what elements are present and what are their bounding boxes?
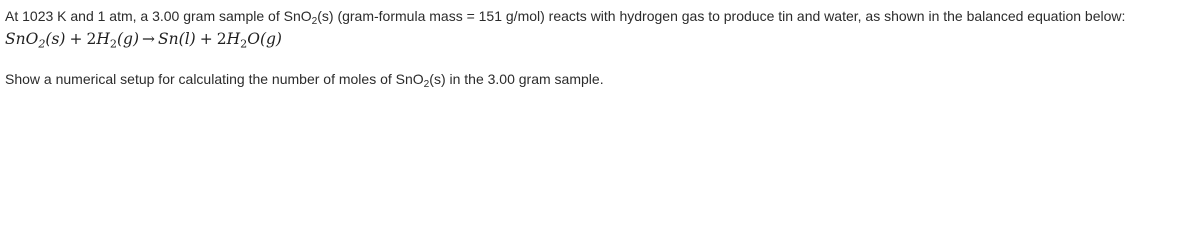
plus-sign-1: +: [69, 30, 83, 48]
question-prompt: [5, 71, 604, 91]
intro-text-after-formula: (s) (gram-formula mass = 151 g/mol) reacts with hydrogen gas to produce tin and water, as shown in the balanced equation below:: [317, 8, 1126, 24]
reactant1-subscript: 2: [38, 37, 46, 51]
product-water: [216, 30, 282, 51]
intro-text-before-formula: At 1023 K and 1 atm, a 3.00 gram sample of SnO: [5, 8, 312, 24]
reactant2-subscript: 2: [109, 37, 117, 51]
prompt-text-before-formula: Show a numerical setup for calculating the number of moles of SnO: [5, 71, 424, 87]
product1-symbol: Sn: [158, 30, 179, 48]
prompt-text-after-formula: (s) in the 3.00 gram sample.: [429, 71, 604, 87]
intro-formula-subscript: 2: [311, 16, 318, 28]
intro-sentence: [5, 8, 1126, 28]
product-tin: [158, 30, 196, 48]
reactant2-symbol: H: [96, 30, 110, 48]
reactant1-symbol: SnO: [5, 30, 39, 48]
reactant1-state: (s): [45, 30, 66, 48]
product2-coefficient: 2: [216, 30, 227, 48]
product2-symbol-h: H: [226, 30, 241, 48]
reactant-hydrogen: [86, 30, 140, 51]
product2-subscript: 2: [240, 37, 248, 51]
plus-sign-2: +: [199, 30, 213, 48]
balanced-equation: [5, 30, 282, 51]
product1-state: (l): [178, 30, 196, 48]
prompt-formula-subscript: 2: [423, 79, 430, 91]
reactant-tin-oxide: [5, 30, 66, 51]
product2-symbol-o: O: [247, 30, 260, 48]
reactant2-state: (g): [117, 30, 140, 48]
product2-state: (g): [259, 30, 282, 48]
reactant2-coefficient: 2: [86, 30, 97, 48]
reaction-arrow: →: [142, 30, 156, 48]
